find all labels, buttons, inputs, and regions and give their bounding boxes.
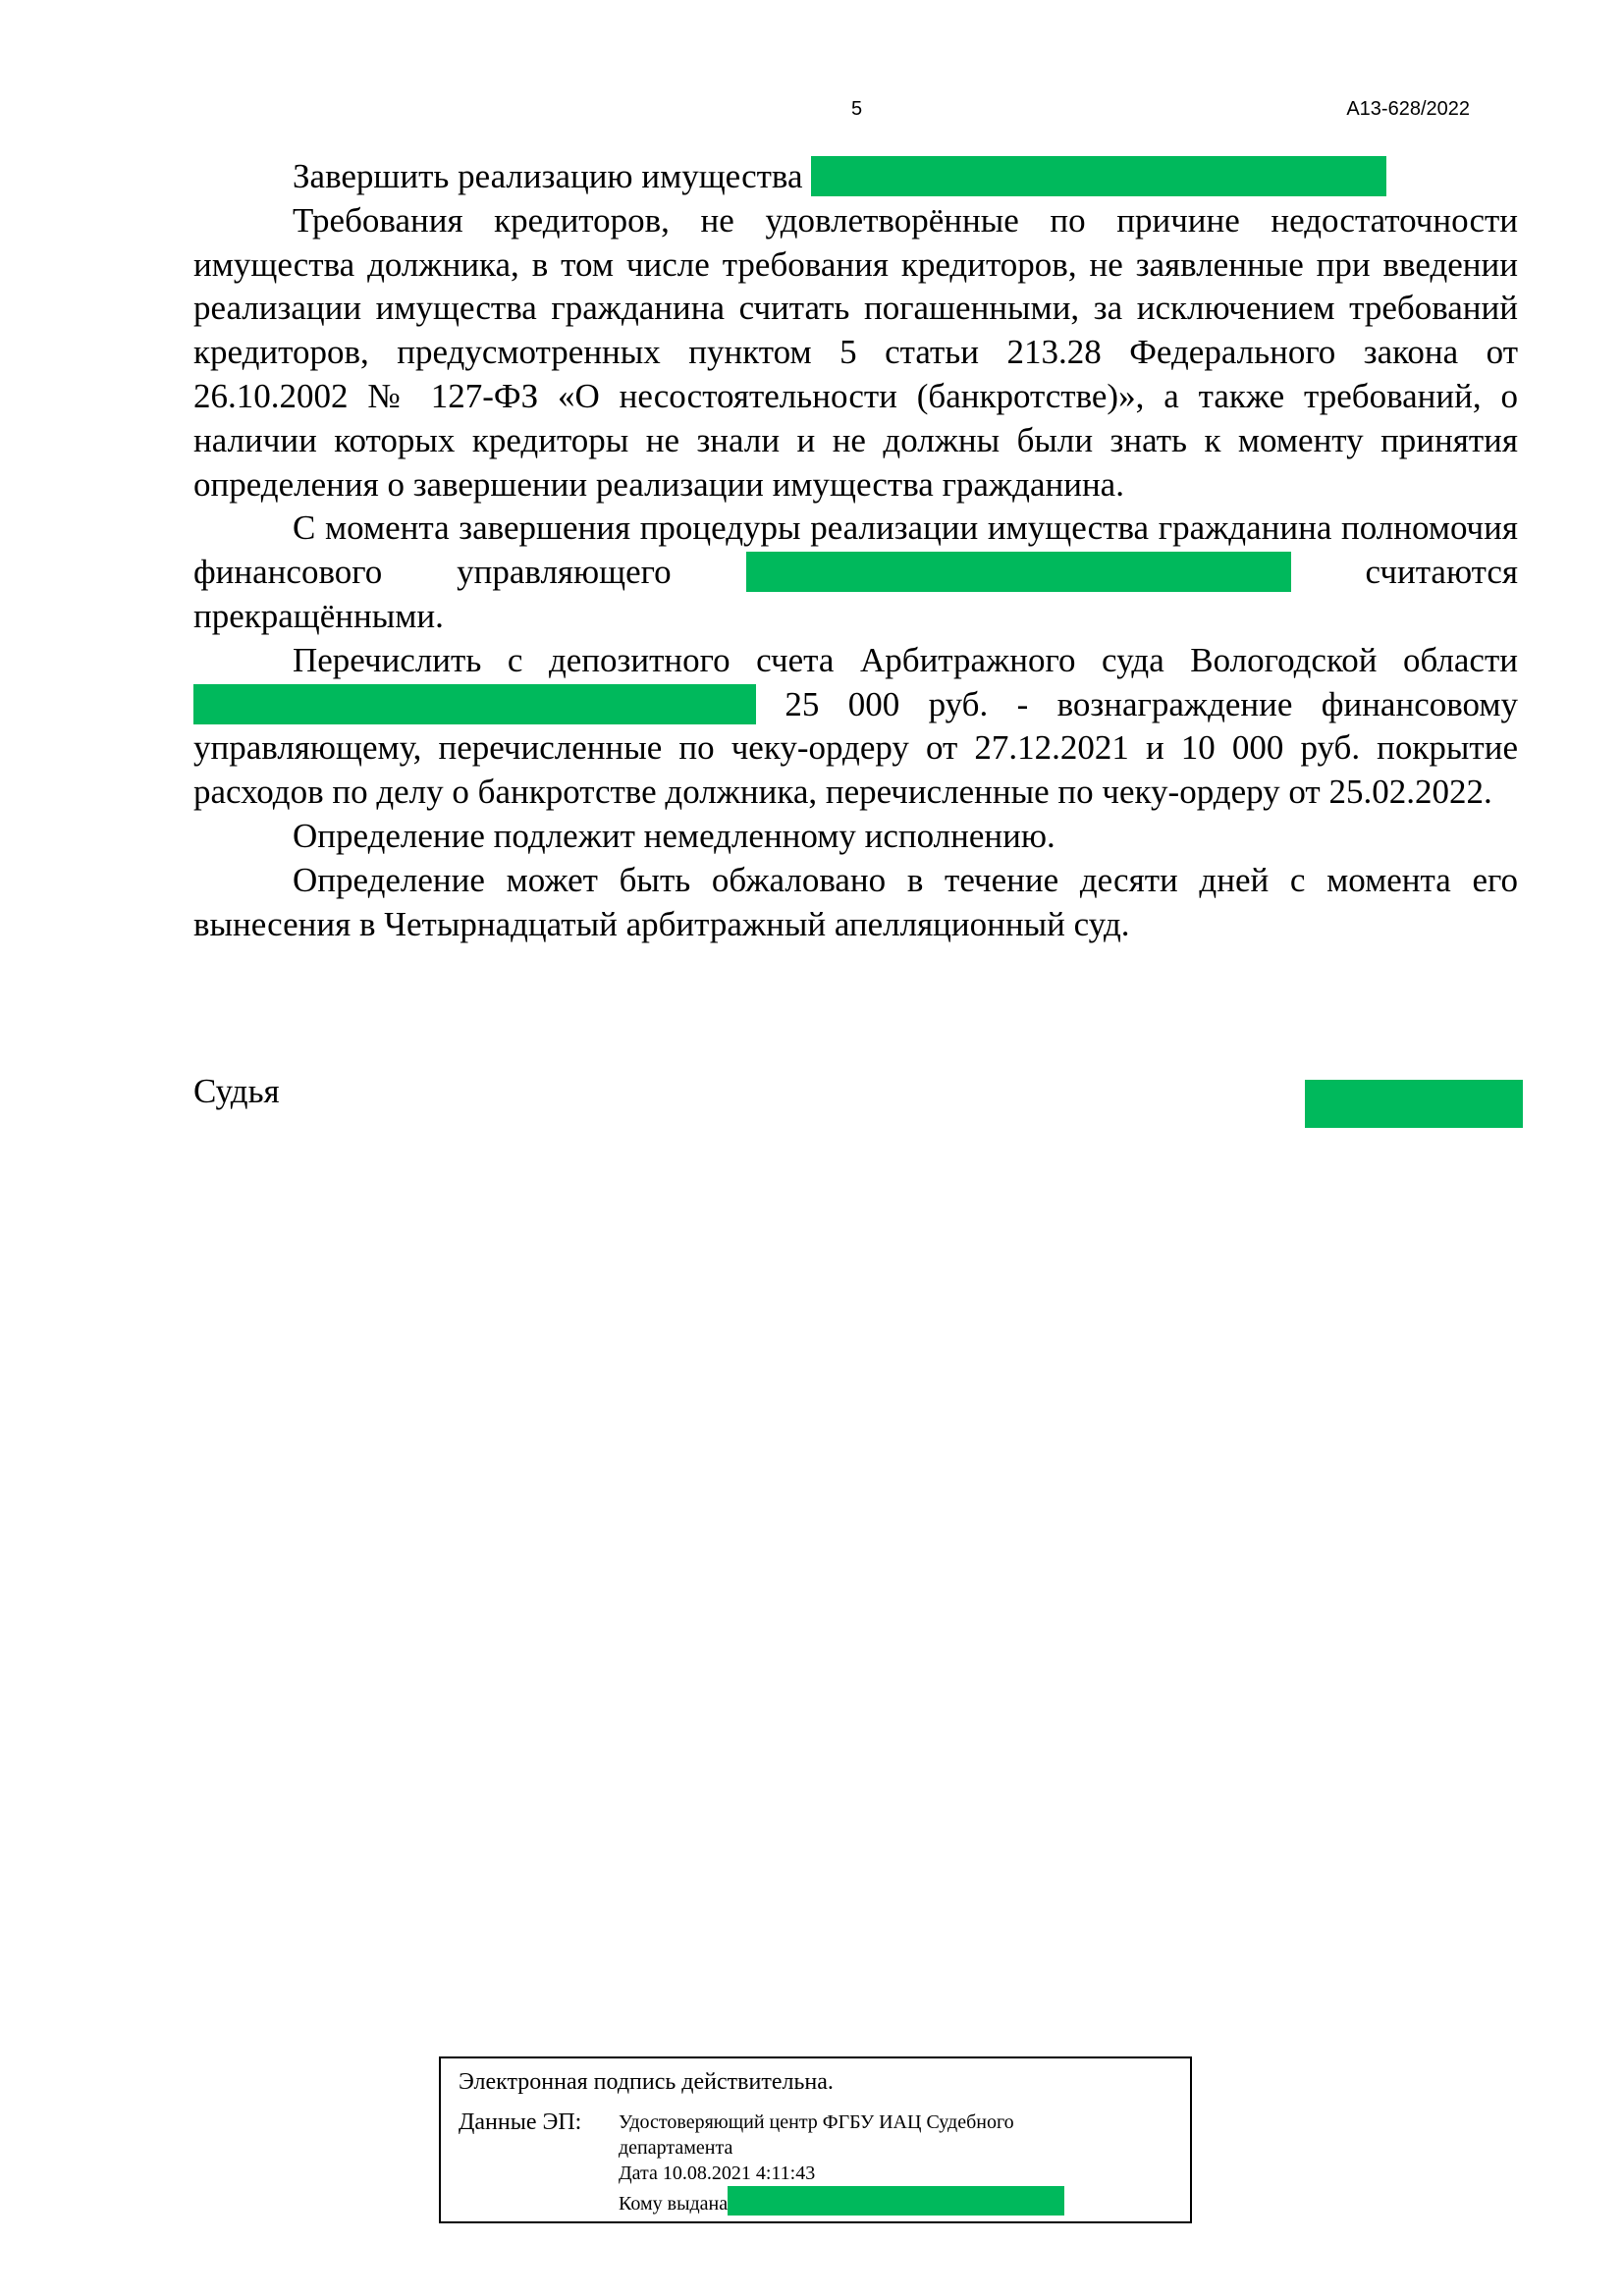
case-number: А13-628/2022 <box>1346 98 1470 120</box>
redaction-block <box>193 684 756 724</box>
paragraph-transfer-funds: Перечислить с депозитного счета Арбитражного суда Вологодской области 25 000 руб. - вознаграждение финансовому управляющему, перечисленные по чеку-ордеру от 27.12.2021 и 10 000 руб. покрытие расходов по делу о банкротстве должника, перечисленные по чеку-ордеру от 25.02.2022. <box>193 640 1518 812</box>
signature-issuer: Удостоверяющий центр ФГБУ ИАЦ Судебного <box>619 2111 1014 2133</box>
signature-data-label: Данные ЭП: <box>459 2109 582 2135</box>
signature-issuer-cont: департамента <box>619 2137 733 2159</box>
redaction-block <box>728 2186 1064 2216</box>
redaction-block <box>811 156 1386 196</box>
paragraph-manager-powers: С момента завершения процедуры реализации имущества гражданина полномочия финансового управляющего считаются прекращёнными. <box>193 508 1518 635</box>
signature-issued-to: Кому выдана <box>619 2186 1064 2216</box>
paragraph-immediate-execution: Определение подлежит немедленному исполнению. <box>293 816 1055 855</box>
signature-title: Электронная подпись действительна. <box>459 2069 834 2095</box>
signature-details <box>619 2109 1064 2216</box>
redaction-block <box>746 552 1291 592</box>
judge-label: Судья <box>193 1072 280 1110</box>
paragraph-complete-realization: Завершить реализацию имущества <box>193 155 1518 199</box>
document-body <box>193 155 1518 946</box>
page-number: 5 <box>851 98 863 120</box>
paragraph-appeal: Определение может быть обжаловано в течение десяти дней с момента его вынесения в Четырнадцатый арбитражный апелляционный суд. <box>193 860 1518 943</box>
paragraph-creditor-claims: Требования кредиторов, не удовлетворённые по причине недостаточности имущества должника, в том числе требования кредиторов, не заявленные при введении реализации имущества гражданина считать погашенными, за исключением требований кредиторов, предусмотренных пунктом 5 статьи 213.28 Федерального закона от 26.10.2002 № 127-ФЗ «О несостоятельности (банкротстве)», а также требований, о наличии которых кредиторы не знали и не должны были знать к моменту принятия определения о завершении реализации имущества гражданина. <box>193 200 1518 504</box>
signature-date: Дата 10.08.2021 4:11:43 <box>619 2163 816 2184</box>
electronic-signature-stamp <box>439 2056 1192 2223</box>
judge-name-redaction <box>1305 1080 1523 1128</box>
